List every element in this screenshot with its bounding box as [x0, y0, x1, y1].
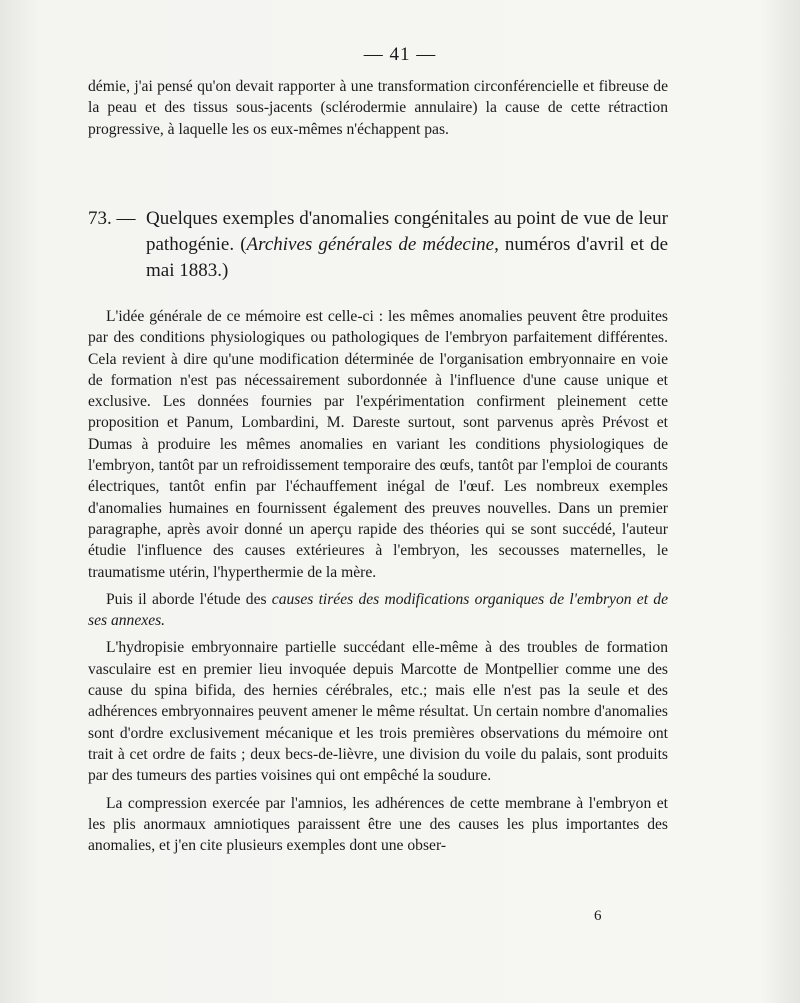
intro-paragraph	[88, 76, 668, 140]
paragraph-4: La compression exercée par l'amnios, les adhérences de cette membrane à l'embryon et les plis anormaux amniotiques paraissent être une des causes les plus importantes des anomalies, et j'en cite plusieurs exemples dont une obser-	[88, 794, 668, 855]
bibliography-entry	[88, 206, 668, 284]
entry-number: 73. —	[88, 208, 136, 229]
signature-mark: 6	[594, 908, 602, 924]
paragraph-3: L'hydropisie embryonnaire partielle succédant elle-même à des troubles de formation vasculaire est en premier lieu invoquée depuis Marcotte de Montpellier comme une des cause du spina bifida, des hernies cérébrales, etc.; mais elle n'est pas la seule et des adhérences embryonnaires peuvent amener le même résultat. Un certain nombre d'anomalies sont d'ordre exclusivement mécanique et les trois premières observations du mémoire ont trait à cet ordre de faits ; deux becs-de-lièvre, une division du voile du palais, sont produits par des tumeurs des parties voisines qui ont empêché la soudure.	[88, 639, 668, 785]
entry-title: Quelques exemples d'anomalies congénitales au point de vue de leur pathogénie.	[146, 208, 668, 255]
entry-source-rest: , numéros d'avril et de mai 1883.)	[146, 234, 668, 281]
intro-text: démie, j'ai pensé qu'on devait rapporter à une transformation circonférencielle et fibreuse de la peau et des tissus sous-jacents (sclérodermie annulaire) la cause de cette rétraction progressive, à laquelle les os eux-mêmes n'échappent pas.	[88, 78, 668, 138]
summary-text	[88, 306, 668, 862]
page-number: — 41 —	[363, 44, 437, 65]
entry-body	[146, 206, 668, 284]
paragraph-2	[88, 589, 668, 632]
paragraph-2-italic: causes tirées des modifications organiques de l'embryon et de ses annexes.	[88, 590, 668, 630]
entry-source-journal: Archives générales de médecine	[246, 234, 495, 255]
paragraph-1: L'idée générale de ce mémoire est celle-ci : les mêmes anomalies peuvent être produites par des conditions physiologiques ou pathologiques de l'embryon parfaitement différentes. Cela revient à dire qu'une modification déterminée de l'organisation embryonnaire en voie de formation n'est pas nécessairement subordonnée à l'influence d'une cause unique et exclusive. Les données fournies par l'expérimentation confirment pleinement cette proposition et Panum, Lombardini, M. Dareste surtout, sont parvenus après Prévost et Dumas à produire les mêmes anomalies en variant les conditions physiologiques de l'embryon, tantôt par un refroidissement temporaire des œufs, tantôt par l'emploi de courants électriques, tantôt enfin par l'échauffement inégal de l'œuf. Les nombreux exemples d'anomalies humaines en fournissent également des preuves nouvelles. Dans un premier paragraphe, après avoir donné un aperçu rapide des théories qui se sont succédé, l'auteur étudie l'influence des causes extérieures à l'embryon, les secousses maternelles, le traumatisme utérin, l'hyperthermie de la mère.	[88, 308, 668, 581]
entry-source-open: (	[240, 234, 247, 255]
paragraph-2-start: Puis il aborde l'étude des	[106, 590, 272, 608]
